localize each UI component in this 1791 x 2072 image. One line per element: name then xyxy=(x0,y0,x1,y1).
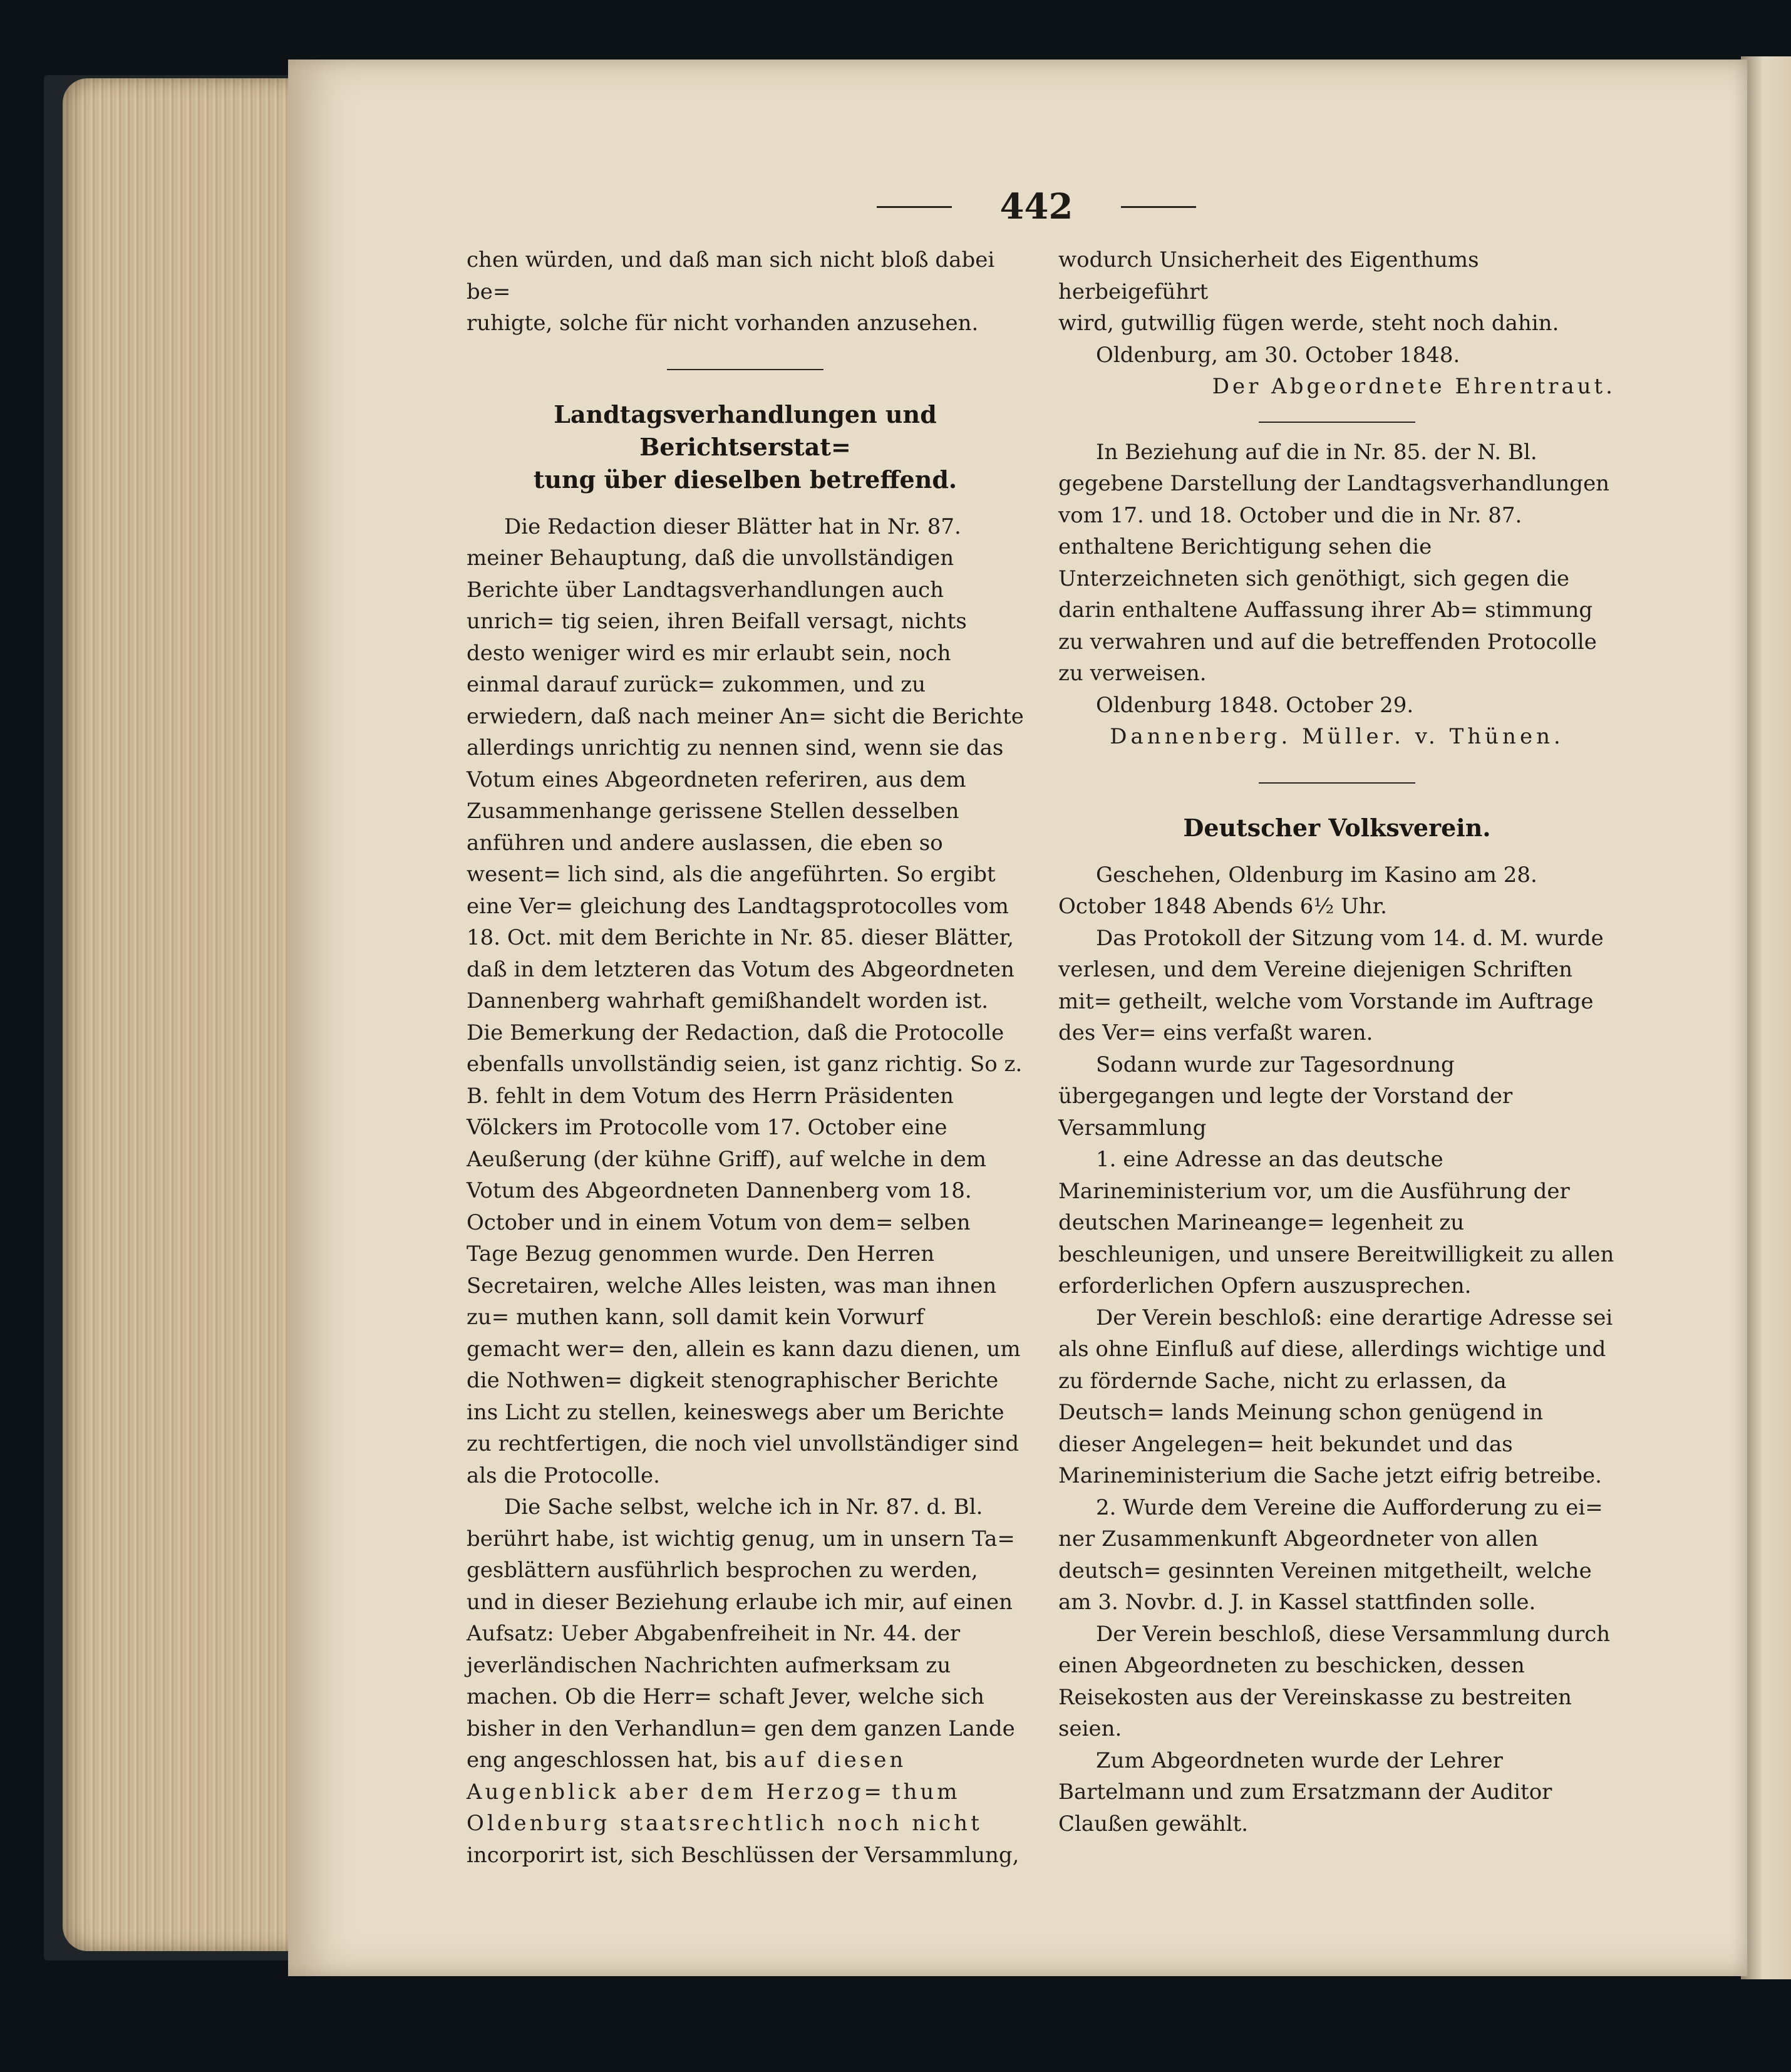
text-line: gesblättern ausführlich besprochen zu werden, und in xyxy=(467,1558,978,1615)
text-line: tig seien, ihren Beifall versagt, nichts desto weniger xyxy=(467,609,967,666)
section-divider xyxy=(667,369,823,370)
place-date-1: Oldenburg, am 30. October 1848. xyxy=(1096,342,1460,368)
text-line: als ohne Einfluß auf diese, allerdings wichtige und xyxy=(1058,1337,1606,1362)
text-line: d. J. in Kassel stattfinden solle. xyxy=(1203,1590,1536,1615)
left-continuation xyxy=(467,244,1024,339)
text-line: berührt habe, ist wichtig genug, um in unsern Ta= xyxy=(467,1526,1015,1551)
signers: Dannenberg. Müller. v. Thünen. xyxy=(1110,724,1564,749)
text-line: vor, um die Ausführung der deutschen Marineange= xyxy=(1058,1178,1570,1235)
vv-item-2 xyxy=(1058,1492,1616,1619)
text-line: vom 18. October und in einem Votum von dem= xyxy=(467,1178,972,1235)
right-continuation xyxy=(1058,244,1616,339)
text-line: sich gegen die darin enthaltene Auffassung ihrer Ab= xyxy=(1058,566,1570,623)
page-header xyxy=(877,182,1196,232)
text-line: anführen und andere auslassen, die eben so wesent= xyxy=(467,830,943,887)
text-line: schaft Jever, welche sich bisher in den Verhandlun= xyxy=(467,1684,984,1741)
text-line: stimmung zu verwahren und auf die betreffenden xyxy=(1058,598,1593,655)
text-line: und legte der Vorstand der Versammlung xyxy=(1058,1084,1513,1141)
text-line: Der Verein beschloß: eine derartige Adresse sei xyxy=(1096,1305,1613,1330)
text-line: aus der Vereinskasse zu bestreiten seien. xyxy=(1058,1684,1572,1741)
paragraph-1 xyxy=(467,511,1024,1492)
text-line: zukommen, und zu erwiedern, daß nach meiner An= xyxy=(467,672,926,729)
text-line: zu allen erforderlichen Opfern auszusprechen. xyxy=(1058,1241,1614,1298)
text-line: 17. October eine Aeußerung (der kühne Griff), auf xyxy=(467,1115,947,1172)
text-line: 1. eine Adresse an das deutsche Marineministerium xyxy=(1058,1147,1443,1204)
text-line: thum Oldenburg staatsrechtlich noch nicht xyxy=(467,1779,983,1836)
section-divider xyxy=(1259,422,1415,423)
vv-item-1 xyxy=(1058,1144,1616,1302)
text-line: Das Protokoll der Sitzung vom 14. d. M. wurde xyxy=(1096,925,1604,951)
section-divider xyxy=(1259,782,1415,784)
text-line: Berichte in Nr. 85. dieser Blätter, daß in dem letzteren xyxy=(467,925,1014,982)
text-line: Die Redaction dieser Blätter hat in Nr. 87. xyxy=(504,514,961,539)
text-line: jetzt eifrig betreibe. xyxy=(1385,1463,1602,1488)
text-line: Geschehen, Oldenburg im Kasino am 28. October xyxy=(1058,862,1537,919)
text-line: Sodann wurde zur Tagesordnung übergegangen xyxy=(1058,1052,1455,1109)
section-heading: Deutscher Volksverein. xyxy=(1183,813,1491,842)
vv-agenda xyxy=(1058,1049,1616,1144)
text-line: Protocolle zu verweisen. xyxy=(1058,629,1597,686)
text-line: heit bekundet und das Marineministerium die Sache xyxy=(1058,1431,1513,1488)
right-column xyxy=(1058,244,1616,1840)
text-line: getheilt, welche vom Vorstande im Auftrage des Ver= xyxy=(1058,988,1594,1045)
text-line: auf diesen Augenblick aber dem Herzog= xyxy=(467,1748,907,1805)
text-line: verlesen, und dem Vereine diejenigen Schriften mit= xyxy=(1058,957,1572,1014)
text-line: des Herrn Präsidenten Völckers im Protocolle vom xyxy=(467,1083,954,1140)
text-line: Redaction, daß die Protocolle ebenfalls unvollständig xyxy=(467,1020,1004,1077)
text-line: seien, ist ganz richtig. So z. B. fehlt in dem Votum xyxy=(467,1052,1023,1109)
heading-line: Landtagsverhandlungen und Berichtserstat= xyxy=(554,400,937,461)
text-line: sicht die Berichte allerdings unrichtig zu nennen sind, xyxy=(467,703,1024,760)
text-line: das Votum des Abgeordneten Dannenberg wahrhaft xyxy=(467,956,1014,1013)
text-line: Berichte über Landtagsverhandlungen auch unrich= xyxy=(467,577,944,634)
text-line: wodurch Unsicherheit des Eigenthums herbeigeführt xyxy=(1058,247,1479,304)
text-line: und zum Ersatzmann der Auditor Claußen gewählt. xyxy=(1058,1779,1552,1836)
paragraph-2 xyxy=(467,1491,1024,1871)
text-line: einen Abgeordneten zu beschicken, dessen Reisekosten xyxy=(1058,1653,1525,1710)
next-page-edge xyxy=(1741,56,1791,1979)
text-line: Berichtigung sehen die Unterzeichneten sich genöthigt, xyxy=(1058,534,1432,591)
text-line: eins verfaßt waren. xyxy=(1163,1020,1373,1045)
statement-paragraph xyxy=(1058,437,1616,690)
text-line: gemißhandelt worden ist. Die Bemerkung der xyxy=(467,988,989,1045)
text-line: gen dem ganzen Lande eng angeschlossen hat, bis xyxy=(467,1716,1015,1773)
header-rule-right xyxy=(1121,206,1196,208)
text-line: digkeit stenographischer Berichte ins Licht zu stellen, xyxy=(467,1368,999,1425)
text-line: chen würden, und daß man sich nicht bloß dabei be= xyxy=(467,247,995,304)
text-line: incorporirt ist, sich Beschlüssen der Versammlung, xyxy=(467,1842,1019,1868)
text-line: muthen kann, soll damit kein Vorwurf gemacht wer= xyxy=(467,1305,924,1362)
text-line: wird, gutwillig fügen werde, steht noch dahin. xyxy=(1058,311,1559,336)
text-line: gegebene Darstellung der Landtagsverhandlungen vom xyxy=(1058,471,1610,528)
text-line: legenheit zu beschleunigen, und unsere Bereitwilligkeit xyxy=(1058,1210,1523,1267)
left-column xyxy=(467,244,1024,1871)
text-line: den, allein es kann dazu dienen, um die Nothwen= xyxy=(467,1336,1021,1393)
header-rule-left xyxy=(877,206,952,208)
text-line: Ueber Abgabenfreiheit in Nr. 44. der jeverländischen xyxy=(467,1621,961,1678)
signature-1: Der Abgeordnete Ehrentraut. xyxy=(1212,374,1616,399)
page-stack-edge xyxy=(63,78,301,1951)
text-line: noch viel unvollständiger sind als die Protocolle. xyxy=(467,1431,1019,1488)
text-line: 2. Wurde dem Vereine die Aufforderung zu ei= xyxy=(1096,1494,1603,1520)
text-line: Die Sache selbst, welche ich in Nr. 87. d. Bl. xyxy=(504,1494,983,1520)
vv-protocol xyxy=(1058,923,1616,1049)
vv-intro xyxy=(1058,859,1616,923)
text-line: welche in dem Votum des Abgeordneten Dannenberg xyxy=(467,1146,987,1203)
text-line: Zum Abgeordneten wurde der Lehrer Bartelmann xyxy=(1058,1748,1503,1805)
text-line: Secretairen, welche Alles leisten, was man ihnen zu= xyxy=(467,1273,997,1330)
vv-delegate xyxy=(1058,1745,1616,1840)
text-line: keineswegs aber um Berichte zu rechtfertigen, die xyxy=(467,1399,1004,1456)
text-line: meiner Behauptung, daß die unvollständigen xyxy=(467,546,954,571)
text-line: Nachrichten aufmerksam zu machen. Ob die Herr= xyxy=(467,1652,951,1709)
text-line: In Beziehung auf die in Nr. 85. der N. Bl. xyxy=(1096,439,1537,465)
text-line: ruhigte, solche für nicht vorhanden anzusehen. xyxy=(467,311,979,336)
text-line: ner Zusammenkunft Abgeordneter von allen deutsch= xyxy=(1058,1526,1539,1583)
text-line: Der Verein beschloß, diese Versammlung durch xyxy=(1096,1621,1611,1647)
text-line: zu fördernde Sache, nicht zu erlassen, da Deutsch= xyxy=(1058,1368,1507,1425)
text-line: 17. und 18. October und die in Nr. 87. enthaltene xyxy=(1058,502,1522,559)
text-line: lich sind, als die angeführten. So ergibt eine Ver= xyxy=(467,862,996,919)
text-line: dieser Beziehung erlaube ich mir, auf einen Aufsatz: xyxy=(467,1589,1013,1646)
text-line: gesinnten Vereinen mitgetheilt, welche am 3. Novbr. xyxy=(1058,1558,1592,1615)
place-date-2: Oldenburg 1848. October 29. xyxy=(1096,692,1414,718)
text-line: wird es mir erlaubt sein, noch einmal darauf zurück= xyxy=(467,640,951,697)
heading-line: tung über dieselben betreffend. xyxy=(533,465,957,494)
text-line: lands Meinung schon genügend in dieser Angelegen= xyxy=(1058,1400,1544,1457)
text-line: 1848 Abends 6½ Uhr. xyxy=(1152,894,1387,919)
text-line: selben Tage Bezug genommen wurde. Den Herren xyxy=(467,1210,971,1267)
vv-decision-1 xyxy=(1058,1302,1616,1492)
text-line: aus dem Zusammenhange gerissene Stellen desselben xyxy=(467,767,966,824)
text-line: gleichung des Landtagsprotocolles vom 18. Oct. mit dem xyxy=(467,893,1009,950)
vv-decision-2 xyxy=(1058,1619,1616,1745)
page-number: 442 xyxy=(999,186,1073,227)
article-heading xyxy=(467,398,1024,496)
text-line: wenn sie das Votum eines Abgeordneten referiren, xyxy=(467,735,1004,792)
